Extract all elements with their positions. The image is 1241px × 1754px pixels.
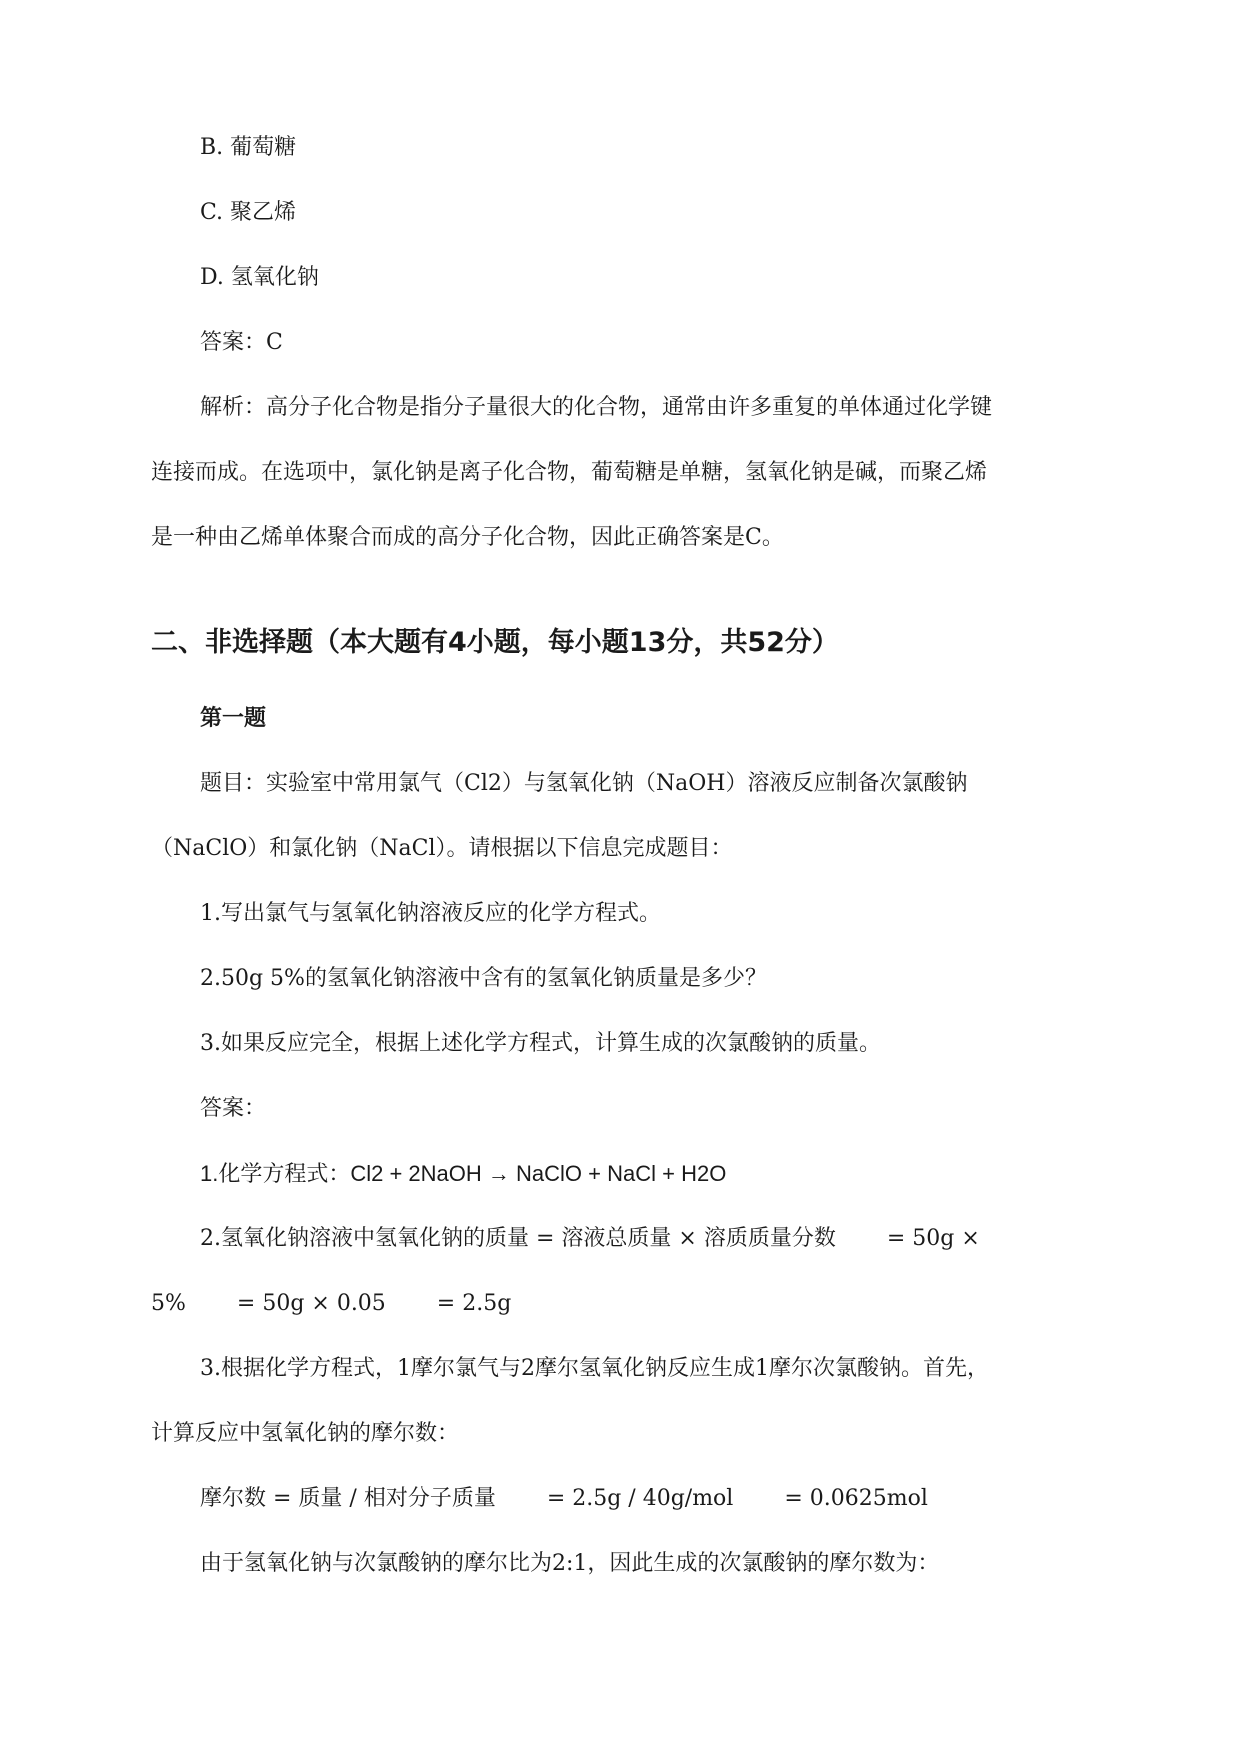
answer-label: 答案：	[200, 1096, 267, 1121]
answer-text: 答案：C	[200, 330, 283, 355]
option-c: C. 聚乙烯	[200, 200, 297, 225]
question-stem-line-1: 题目：实验室中常用氯气（Cl2）与氢氧化钠（NaOH）溶液反应制备次氯酸钠	[200, 771, 968, 796]
analysis-line-1: 解析：高分子化合物是指分子量很大的化合物，通常由许多重复的单体通过化学键	[200, 395, 993, 420]
answer-3-line-1: 3.根据化学方程式，1摩尔氯气与2摩尔氢氧化钠反应生成1摩尔次氯酸钠。首先，	[200, 1356, 989, 1381]
answer-2-line-1: 2.氢氧化钠溶液中氢氧化钠的质量 = 溶液总质量 × 溶质质量分数 = 50g ×	[200, 1226, 980, 1251]
sub-question-2: 2.50g 5%的氢氧化钠溶液中含有的氢氧化钠质量是多少？	[200, 966, 767, 991]
answer-3-line-2: 计算反应中氢氧化钠的摩尔数：	[151, 1421, 460, 1446]
answer-3-line-3: 由于氢氧化钠与次氯酸钠的摩尔比为2:1，因此生成的次氯酸钠的摩尔数为：	[200, 1551, 940, 1576]
analysis-line-3: 是一种由乙烯单体聚合而成的高分子化合物，因此正确答案是C。	[151, 525, 784, 550]
question-title: 第一题	[200, 706, 267, 731]
section-heading: 二、非选择题（本大题有4小题，每小题13分，共52分）	[151, 627, 839, 658]
option-b: B. 葡萄糖	[200, 135, 297, 160]
answer-2-line-2: 5% = 50g × 0.05 = 2.5g	[151, 1291, 512, 1316]
sub-question-1: 1.写出氯气与氢氧化钠溶液反应的化学方程式。	[200, 901, 661, 926]
answer-3-formula: 摩尔数 = 质量 / 相对分子质量 = 2.5g / 40g/mol = 0.0625mol	[200, 1486, 928, 1511]
question-stem-line-2: （NaClO）和氯化钠（NaCl）。请根据以下信息完成题目：	[151, 836, 733, 861]
sub-question-3: 3.如果反应完全，根据上述化学方程式，计算生成的次氯酸钠的质量。	[200, 1031, 881, 1056]
option-d: D. 氢氧化钠	[200, 265, 319, 290]
analysis-line-2: 连接而成。在选项中，氯化钠是离子化合物，葡萄糖是单糖，氢氧化钠是碱，而聚乙烯	[151, 460, 988, 485]
answer-1-equation: 1.化学方程式：Cl2 + 2NaOH → NaClO + NaCl + H2O	[200, 1161, 727, 1186]
